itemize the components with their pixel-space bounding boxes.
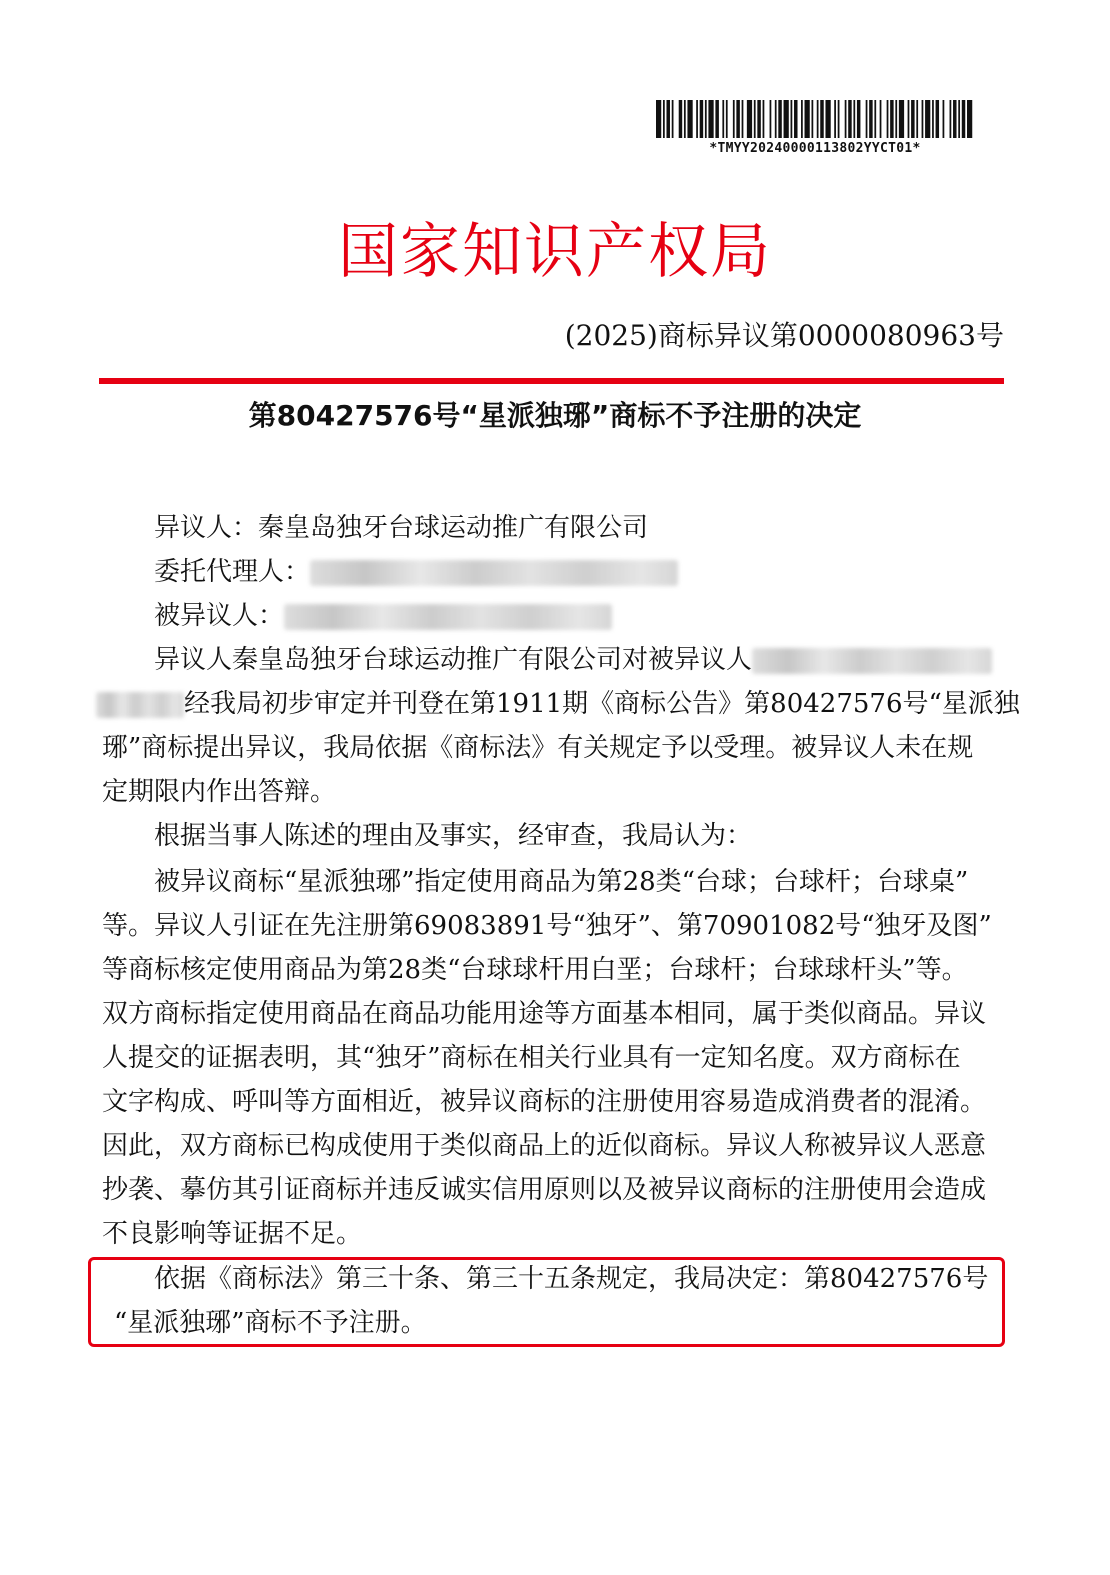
barcode-bar <box>791 100 793 138</box>
body-line: 根据当事人陈述的理由及事实，经审查，我局认为： <box>154 821 753 851</box>
redacted-respondent-name-inline <box>96 692 184 718</box>
barcode-bar <box>834 100 836 138</box>
body-line: 双方商标指定使用商品在商品功能用途等方面基本相同，属于类似商品。异议 <box>102 999 987 1029</box>
agent-label: 委托代理人： <box>154 557 311 587</box>
barcode-bar <box>794 100 797 138</box>
barcode-bar <box>784 100 789 138</box>
barcode-bar <box>817 100 819 138</box>
barcode-bar <box>922 100 924 138</box>
document-number: (2025)商标异议第0000080963号 <box>564 319 1004 352</box>
body-line: 人提交的证据表明，其“独牙”商标在相关行业具有一定知名度。双方商标在 <box>102 1043 961 1073</box>
decision-title: 第80427576号“星派独琊”商标不予注册的决定 <box>248 399 862 432</box>
barcode-block <box>656 100 974 160</box>
barcode-bar <box>656 100 661 138</box>
barcode-bar <box>722 100 724 138</box>
barcode-bar <box>936 100 939 138</box>
barcode-bar <box>801 100 803 138</box>
barcode-bar <box>838 100 840 138</box>
body-line: 等。异议人引证在先注册第69083891号“独牙”、第70901082号“独牙及图” <box>102 911 992 941</box>
barcode-bar <box>932 100 934 138</box>
redacted-agent-name <box>310 560 678 586</box>
barcode-bar <box>908 100 910 138</box>
barcode-bar <box>687 100 692 138</box>
redacted-respondent-name-inline <box>752 648 992 674</box>
body-line-text: 经我局初步审定并刊登在第1911期《商标公告》第80427576号“星派独 <box>184 689 1020 719</box>
barcode-bar <box>754 100 756 138</box>
respondent-line <box>154 594 612 638</box>
barcode-bar <box>916 100 918 138</box>
barcode-image <box>656 100 974 138</box>
agency-name: 国家知识产权局 <box>338 217 772 287</box>
barcode-bar <box>679 100 682 138</box>
barcode-bar <box>726 100 728 138</box>
barcode-bar <box>812 100 814 138</box>
body-line <box>154 638 992 682</box>
barcode-bar <box>887 100 889 138</box>
barcode-bar <box>874 100 876 138</box>
barcode-bar <box>853 100 855 138</box>
barcode-bar <box>869 100 872 138</box>
barcode-bar <box>757 100 760 138</box>
barcode-bar <box>958 100 960 138</box>
body-line-text: 异议人秦皇岛独牙台球运动推广有限公司对被异议人 <box>154 645 753 675</box>
barcode-bar <box>857 100 860 138</box>
barcode-bar <box>742 100 744 138</box>
body-line: 定期限内作出答辩。 <box>102 777 337 807</box>
barcode-bar <box>733 100 735 138</box>
barcode-bar <box>736 100 739 138</box>
body-line: 等商标核定使用商品为第28类“台球球杆用白垩；台球杆；台球球杆头”等。 <box>102 955 968 985</box>
body-line: 抄袭、摹仿其引证商标并违反诚实信用原则以及被异议商标的注册使用会造成 <box>102 1175 987 1205</box>
barcode-bar <box>866 100 868 138</box>
body-line: 被异议商标“星派独琊”指定使用商品为第28类“台球；台球杆；台球桌” <box>154 867 969 897</box>
barcode-bar <box>666 100 669 138</box>
barcode-bar <box>672 100 674 138</box>
barcode-bar <box>845 100 847 138</box>
barcode-bar <box>696 100 698 138</box>
barcode-bar <box>684 100 686 138</box>
body-line: 琊”商标提出异议，我局依据《商标法》有关规定予以受理。被异议人未在规 <box>102 733 974 763</box>
decision-line: “星派独琊”商标不予注册。 <box>114 1308 427 1338</box>
barcode-bar <box>953 100 956 138</box>
barcode-bar <box>775 100 777 138</box>
barcode-bar <box>899 100 904 138</box>
barcode-bar <box>805 100 810 138</box>
body-line: 文字构成、呼叫等方面相近，被异议商标的注册使用容易造成消费者的混淆。 <box>102 1087 987 1117</box>
barcode-bar <box>705 100 707 138</box>
respondent-label: 被异议人： <box>154 601 285 631</box>
barcode-bar <box>950 100 952 138</box>
decision-line: 依据《商标法》第三十条、第三十五条规定，我局决定：第80427576号 <box>154 1264 989 1294</box>
barcode-bar <box>820 100 823 138</box>
barcode-bar <box>890 100 893 138</box>
barcode-bar <box>778 100 781 138</box>
barcode-bar <box>825 100 830 138</box>
barcode-bar <box>943 100 945 138</box>
barcode-bar <box>967 100 972 138</box>
barcode-bar <box>895 100 897 138</box>
barcode-bar <box>663 100 665 138</box>
barcode-bar <box>700 100 703 138</box>
barcode-bar <box>747 100 752 138</box>
barcode-bar <box>770 100 772 138</box>
agent-line <box>154 550 678 594</box>
body-line <box>96 682 1020 726</box>
barcode-code-text: *TMYY20240000113802YYCT01* <box>709 141 921 156</box>
barcode-bar <box>848 100 851 138</box>
barcode-bar <box>708 100 713 138</box>
redacted-respondent-name <box>284 604 612 630</box>
barcode-bar <box>925 100 930 138</box>
barcode-bar <box>763 100 765 138</box>
barcode-bar <box>715 100 718 138</box>
barcode-bar <box>962 100 965 138</box>
body-line: 因此，双方商标已构成使用于类似商品上的近似商标。异议人称被异议人恶意 <box>102 1131 987 1161</box>
opposer-line: 异议人：秦皇岛独牙台球运动推广有限公司 <box>154 513 649 543</box>
barcode-bar <box>911 100 914 138</box>
header-divider <box>99 378 1004 384</box>
body-line: 不良影响等证据不足。 <box>102 1219 363 1249</box>
barcode-bar <box>880 100 882 138</box>
